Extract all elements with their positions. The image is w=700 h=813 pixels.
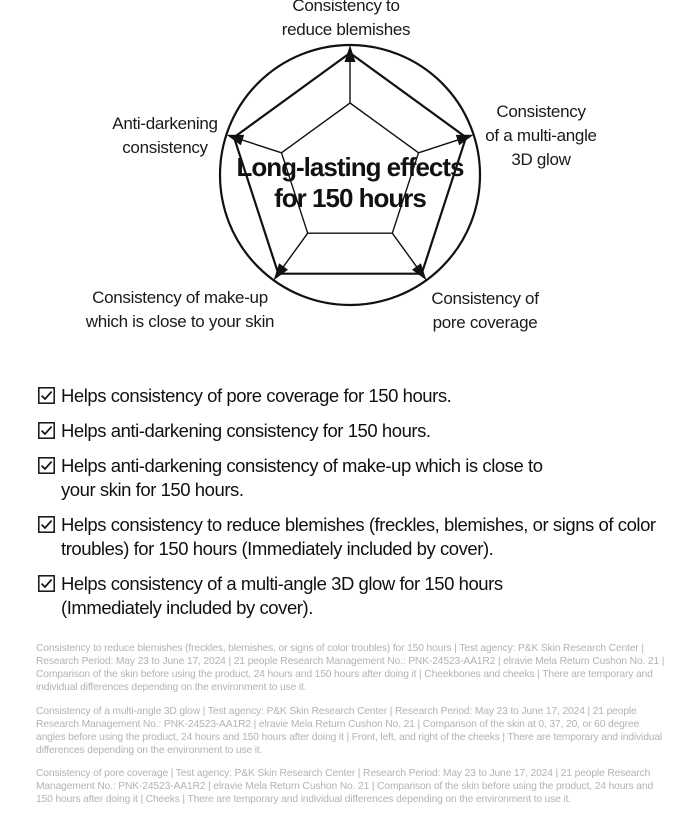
axis-label-anti-darkening: Anti-darkening consistency [112, 114, 218, 157]
axis-label-make-up: Consistency of make-up which is close to your skin [85, 288, 275, 331]
axis-label-blemishes: Consistency to reduce blemishes [281, 0, 411, 39]
claim-text: Helps anti-darkening consistency of make-up which is close to your skin for 150 hours. [61, 455, 543, 500]
claim-text: Helps consistency of a multi-angle 3D glow for 150 hours (Immediately included by cover). [61, 573, 503, 618]
claim-item [38, 454, 688, 502]
claim-text: Helps anti-darkening consistency for 150 hours. [61, 420, 431, 441]
checkbox-checked-icon [38, 516, 55, 533]
checkbox-checked-icon [38, 457, 55, 474]
axis-label-pore-coverage: Consistency of pore coverage [431, 289, 539, 332]
claim-item [38, 419, 688, 443]
checkbox-checked-icon [38, 575, 55, 592]
footnote-blemishes: Consistency to reduce blemishes (freckles, blemishes, or signs of color troubles) for 150 hours | Test agency: P&K Skin Research Center | Research Period: May 23 to June 17, 2024 | 21 people Research Management No.: PNK-24523-AA1R2 | elravie Mela Return Cushon No. 21 | Comparison of the skin before using the product, 24 hours and 150 hours after doing it | Cheekbones and cheeks | There are temporary and individual differences depending on the environment to use it. [36, 643, 665, 694]
claim-item [38, 513, 688, 561]
axis-label-3d-glow: Consistency of a multi-angle 3D glow [485, 102, 597, 169]
footnote-pore-coverage: Consistency of pore coverage | Test agency: P&K Skin Research Center | Research Period: May 23 to June 17, 2024 | 21 people Research Management No.: PNK-24523-AA1R2 | elravie Mela Return Cushon No. 21 | Comparison of the skin before using the product, 24 hours and 150 hours after doing it | Cheeks | There are temporary and individual differences depending on the environment to use it. [36, 767, 654, 805]
footnote-3d-glow: Consistency of a multi-angle 3D glow | Test agency: P&K Skin Research Center | Research Period: May 23 to June 17, 2024 | 21 people Research Management No.: PNK-24523-AA1R2 | elravie Mela Return Cushon No. 21 | Comparison of the skin at 0, 37, 20, or 60 degree angles before using the product, 24 hours and 150 hours after doing it | Front, left, and right of the cheeks | There are temporary and individual differences depending on the environment to use it. [36, 705, 663, 756]
center-title: Long-lasting effects for 150 hours [236, 152, 464, 213]
radar-diagram [0, 0, 700, 340]
checkbox-checked-icon [38, 422, 55, 439]
claims-list [38, 384, 688, 631]
claim-text: Helps consistency of pore coverage for 150 hours. [61, 385, 452, 406]
claim-text: Helps consistency to reduce blemishes (freckles, blemishes, or signs of color troubles) for 150 hours (Immediately included by cover). [61, 514, 656, 559]
footnotes [36, 632, 666, 813]
arrow-marker [345, 45, 356, 62]
claim-item [38, 572, 688, 620]
claim-item [38, 384, 688, 408]
checkbox-checked-icon [38, 387, 55, 404]
